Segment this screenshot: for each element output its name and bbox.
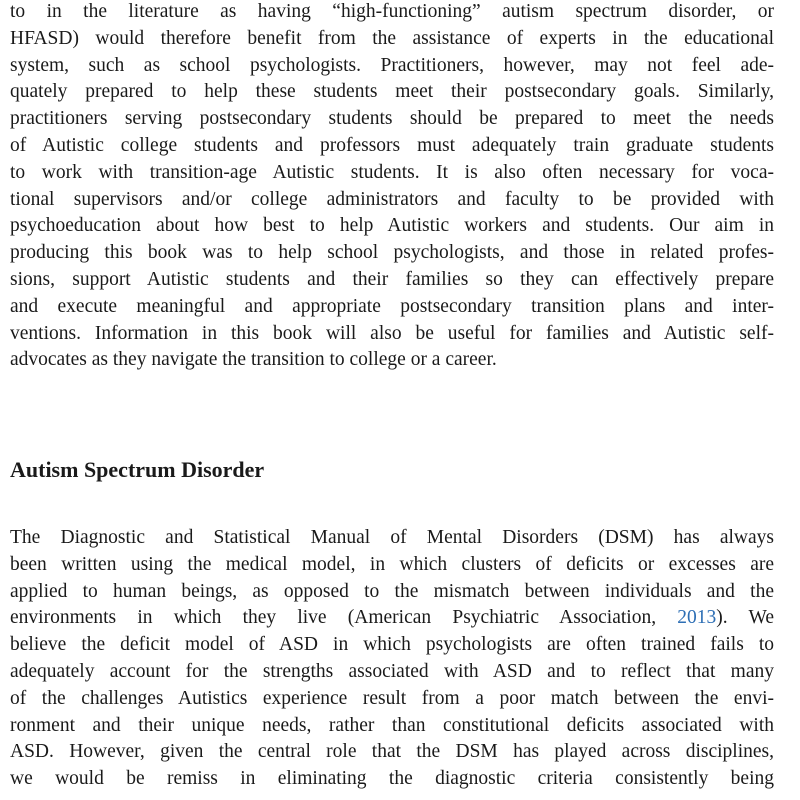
text-line-with-citation: [10, 605, 774, 632]
body-paragraph-intro: [10, 0, 774, 374]
text-line: practitioners serving postsecondary students should be prepared to meet the needs: [10, 108, 774, 130]
text-line: HFASD) would therefore benefit from the assistance of experts in the educational: [10, 27, 774, 49]
text-segment: environments in which they live (American Psychiatric Association,: [10, 607, 678, 629]
text-line: system, such as school psychologists. Practitioners, however, may not feel ade-: [10, 54, 774, 76]
text-line: sions, support Autistic students and their families so they can effectively prepare: [10, 268, 774, 290]
text-line: of the challenges Autistics experience result from a poor match between the envi-: [10, 687, 774, 709]
text-line: adequately account for the strengths associated with ASD and to reflect that many: [10, 660, 774, 682]
section-heading: Autism Spectrum Disorder: [10, 457, 265, 482]
text-line: to work with transition-age Autistic students. It is also often necessary for voca-: [10, 161, 774, 183]
text-line: ronment and their unique needs, rather than constitutional deficits associated with: [10, 714, 774, 736]
text-line: applied to human beings, as opposed to the mismatch between individuals and the: [10, 580, 774, 602]
text-line: ASD. However, given the central role that the DSM has played across disciplines,: [10, 741, 774, 763]
text-line: psychoeducation about how best to help Autistic workers and students. Our aim in: [10, 215, 774, 237]
text-line: and execute meaningful and appropriate postsecondary transition plans and inter-: [10, 295, 774, 317]
text-line: been written using the medical model, in which clusters of deficits or excesses are: [10, 553, 774, 575]
text-line: The Diagnostic and Statistical Manual of Mental Disorders (DSM) has always: [10, 527, 774, 548]
text-line: ventions. Information in this book will also be useful for families and Autistic self-: [10, 322, 774, 344]
text-line: believe the deficit model of ASD in which psychologists are often trained fails to: [10, 634, 774, 656]
text-line: producing this book was to help school psychologists, and those in related profes-: [10, 242, 774, 264]
body-paragraph-asd: [10, 525, 774, 793]
text-line: to in the literature as having “high-functioning” autism spectrum disorder, or: [10, 1, 774, 22]
text-segment: ). We: [716, 607, 774, 629]
text-line: we would be remiss in eliminating the diagnostic criteria consistently being: [10, 768, 774, 790]
text-line: quately prepared to help these students meet their postsecondary goals. Similarly,: [10, 81, 774, 103]
citation-link[interactable]: 2013: [677, 607, 717, 629]
text-line: of Autistic college students and professors must adequately train graduate students: [10, 134, 774, 156]
text-line: advocates as they navigate the transition to college or a career.: [10, 349, 497, 371]
text-line: tional supervisors and/or college administrators and faculty to be provided with: [10, 188, 774, 210]
